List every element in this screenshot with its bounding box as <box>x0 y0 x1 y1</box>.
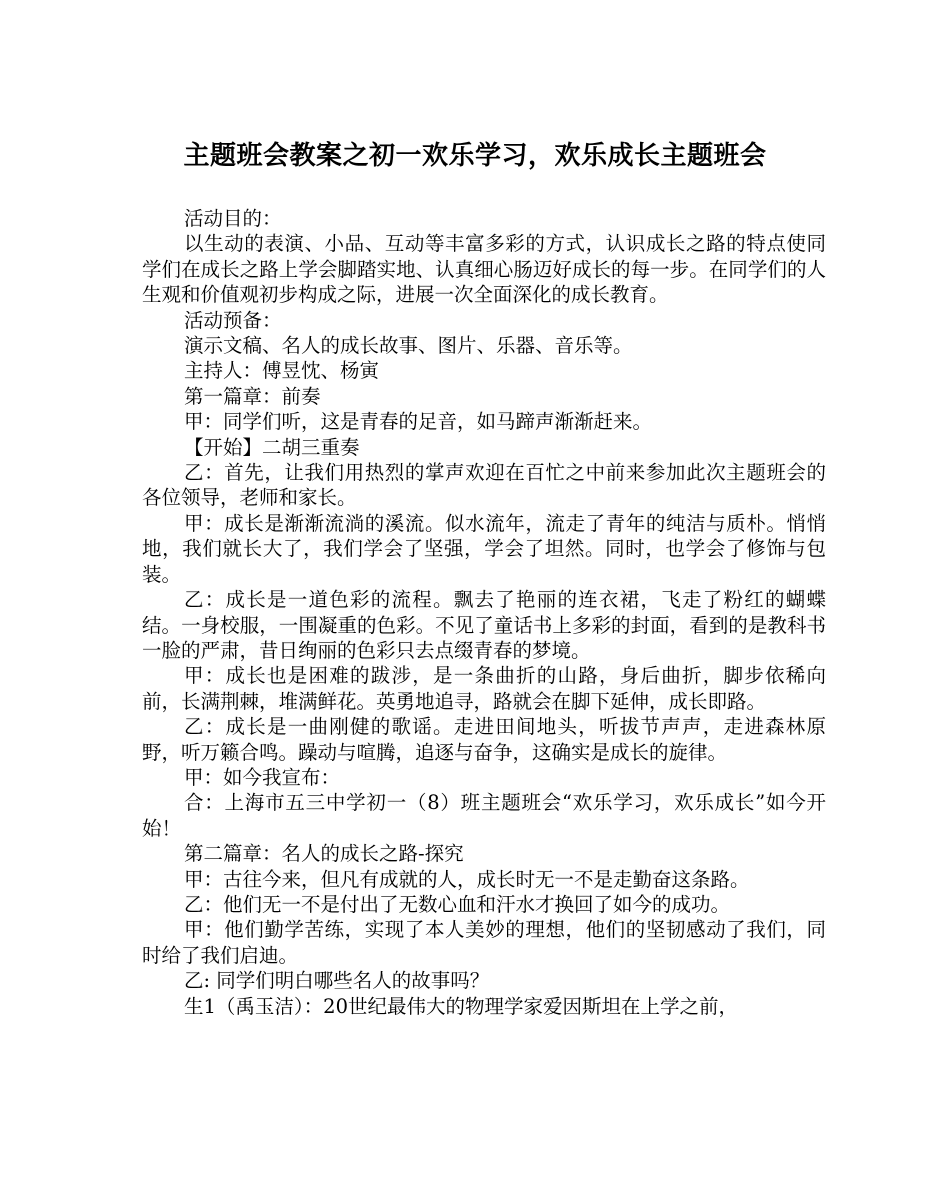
paragraph: 乙：成长是一曲刚健的歌谣。走进田间地头，听拔节声声，走进森林原野，听万籁合鸣。躁动与喧腾，追逐与奋争，这确实是成长的旋律。 <box>142 715 826 764</box>
paragraph: 【开始】二胡三重奏 <box>184 435 360 459</box>
paragraph: 甲：成长是渐渐流淌的溪流。似水流年，流走了青年的纯洁与质朴。悄悄地，我们就长大了，我们学会了坚强，学会了坦然。同时，也学会了修饰与包装。 <box>142 511 826 586</box>
paragraph: 第一篇章：前奏 <box>184 384 321 408</box>
paragraph: 活动目的： <box>184 207 282 230</box>
paragraph: 甲：如今我宣布： <box>184 765 341 789</box>
document-title: 主题班会教案之初一欢乐学习，欢乐成长主题班会 <box>183 141 767 171</box>
paragraph: 甲：古往今来，但凡有成就的人，成长时无一不是走勤奋这条路。 <box>184 867 750 891</box>
paragraph: 甲：同学们听，这是青春的足音，如马蹄声渐渐赶来。 <box>184 410 653 434</box>
paragraph: 演示文稿、名人的成长故事、图片、乐器、音乐等。 <box>184 334 633 358</box>
paragraph: 乙：成长是一道色彩的流程。飘去了艳丽的连衣裙，飞走了粉红的蝴蝶结。一身校服，一围凝重的色彩。不见了童话书上多彩的封面，看到的是教科书一脸的严肃，昔日绚丽的色彩只去点缀青春的梦境。 <box>142 588 826 662</box>
paragraph: 生1（禹玉洁）：20世纪最伟大的物理学家爱因斯坦在上学之前， <box>184 994 738 1018</box>
paragraph: 乙：他们无一不是付出了无数心血和汗水才换回了如今的成功。 <box>184 892 731 916</box>
paragraph: 合：上海市五三中学初一（8）班主题班会“欢乐学习，欢乐成长”如今开始！ <box>142 791 826 840</box>
paragraph: 活动预备： <box>184 308 282 332</box>
paragraph: 甲：成长也是困难的跋涉，是一条曲折的山路，身后曲折，脚步依稀向前，长满荆棘，堆满鲜花。英勇地追寻，路就会在脚下延伸，成长即路。 <box>142 664 826 713</box>
paragraph: 乙：首先，让我们用热烈的掌声欢迎在百忙之中前来参加此次主题班会的各位领导，老师和家长。 <box>142 461 826 510</box>
paragraph: 甲：他们勤学苦练，实现了本人美妙的理想，他们的坚韧感动了我们，同时给了我们启迪。 <box>142 918 826 967</box>
document-body <box>142 206 826 1019</box>
paragraph: 第二篇章：名人的成长之路-探究 <box>184 842 464 866</box>
paragraph: 以生动的表演、小品、互动等丰富多彩的方式，认识成长之路的特点使同学们在成长之路上学会脚踏实地、认真细心肠迈好成长的每一步。在同学们的人生观和价值观初步构成之际，进展一次全面深化的成长教育。 <box>142 232 826 307</box>
paragraph: 主持人：傅昱忱、杨寅 <box>184 359 380 383</box>
paragraph: 乙: 同学们明白哪些名人的故事吗？ <box>184 969 490 993</box>
